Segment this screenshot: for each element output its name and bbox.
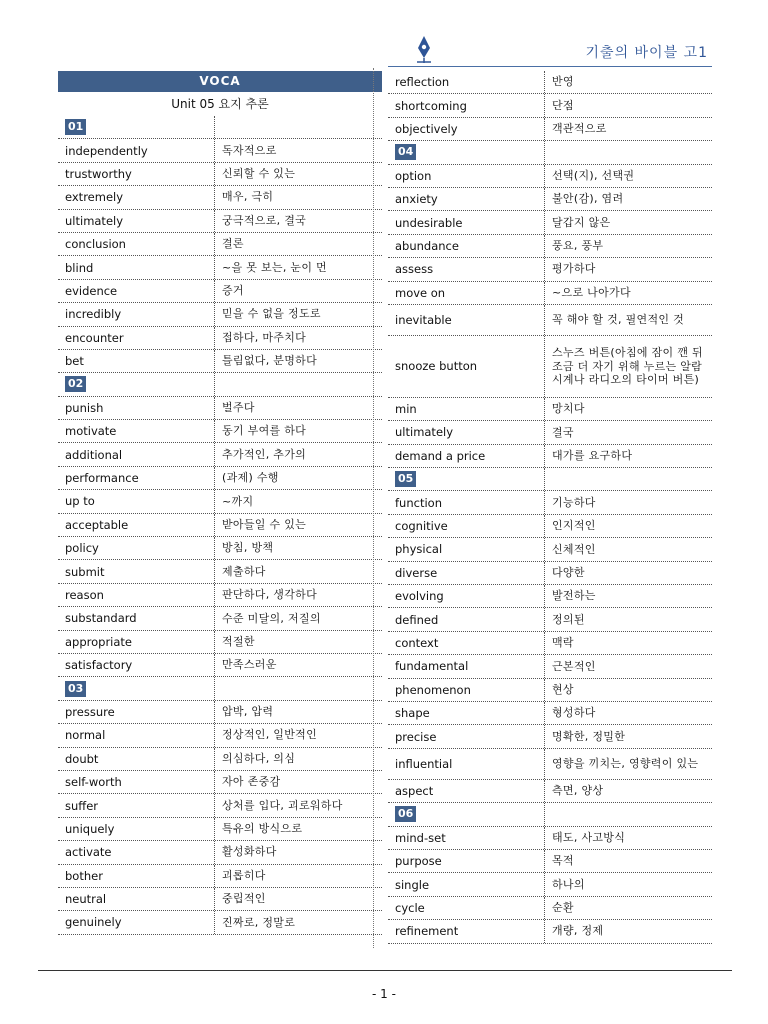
vocab-row [388,282,712,305]
english-word: independently [58,139,215,161]
section-row [58,677,382,700]
english-word: activate [58,841,215,863]
korean-meaning: 꼭 해야 할 것, 필연적인 것 [552,313,685,327]
section-empty-cell [215,677,382,699]
vocab-row [58,584,382,607]
english-word: move on [388,282,545,304]
vocab-row [388,850,712,873]
page-number: - 1 - [372,987,396,1001]
korean-meaning: 수준 미달의, 저질의 [222,611,321,625]
korean-meaning: 궁극적으로, 결국 [222,213,307,227]
vocab-row [388,188,712,211]
korean-meaning: 다양한 [552,565,585,579]
korean-meaning: 진짜로, 정말로 [222,915,296,929]
english-word: substandard [58,607,215,629]
korean-meaning: 순환 [552,901,574,915]
english-word: suffer [58,794,215,816]
vocab-row [58,537,382,560]
korean-meaning: 단점 [552,98,574,112]
vocab-row [388,920,712,943]
english-word: snooze button [388,336,545,397]
vocab-row [388,305,712,336]
korean-meaning: 방침, 방책 [222,541,274,555]
english-word: cycle [388,897,545,919]
english-word: additional [58,443,215,465]
english-word: option [388,165,545,187]
korean-meaning: 활성화하다 [222,845,277,859]
english-word: inevitable [388,305,545,335]
korean-meaning: 매우, 극히 [222,190,274,204]
vocab-row [388,398,712,421]
vocab-row [58,724,382,747]
vocab-row [58,865,382,888]
korean-meaning: 객관적으로 [552,122,607,136]
korean-meaning: 접하다, 마주치다 [222,330,307,344]
vocab-row [58,888,382,911]
korean-meaning: 풍요, 풍부 [552,239,604,253]
english-word: encounter [58,327,215,349]
vocab-row [388,679,712,702]
english-word: up to [58,490,215,512]
korean-meaning: 특유의 방식으로 [222,822,303,836]
section-badge: 04 [395,144,416,160]
english-word: function [388,491,545,513]
english-word: appropriate [58,631,215,653]
korean-meaning: 형성하다 [552,706,596,720]
right-vocab-table [388,71,712,944]
vocab-row [58,303,382,326]
section-badge: 01 [65,119,86,135]
english-word: neutral [58,888,215,910]
korean-meaning: 결론 [222,237,244,251]
vocab-row [388,235,712,258]
vocab-row [388,94,712,117]
vocab-row [58,841,382,864]
korean-meaning: 결국 [552,425,574,439]
vocab-row [58,701,382,724]
vocab-row [58,514,382,537]
vocab-row [58,350,382,373]
korean-meaning: 현상 [552,682,574,696]
right-column [388,71,712,944]
section-empty-cell [545,141,712,163]
english-word: precise [388,725,545,747]
vocab-row [58,139,382,162]
english-word: evolving [388,585,545,607]
vocab-row [388,258,712,281]
english-word: aspect [388,780,545,802]
korean-meaning: 측면, 양상 [552,784,604,798]
korean-meaning: 하나의 [552,877,585,891]
korean-meaning: 정상적인, 일반적인 [222,728,318,742]
vocab-row [388,702,712,725]
vocab-row [388,749,712,780]
vocab-row [58,420,382,443]
vocab-row [388,71,712,94]
english-word: shortcoming [388,94,545,116]
english-word: physical [388,538,545,560]
section-row [388,141,712,164]
vocab-row [58,233,382,256]
vocab-row [388,211,712,234]
vocab-row [388,445,712,468]
korean-meaning: ~으로 나아가다 [552,285,631,299]
vocab-row [58,911,382,934]
english-word: pressure [58,701,215,723]
korean-meaning: 압박, 압력 [222,705,274,719]
vocab-row [58,443,382,466]
left-column [58,71,382,935]
korean-meaning: 증거 [222,284,244,298]
section-empty-cell [545,468,712,490]
section-row [58,373,382,396]
english-word: satisfactory [58,654,215,676]
korean-meaning: 인지적인 [552,519,596,533]
english-word: self-worth [58,771,215,793]
vocab-row [58,560,382,583]
english-word: abundance [388,235,545,257]
korean-meaning: 적절한 [222,634,255,648]
english-word: conclusion [58,233,215,255]
korean-meaning: 평가하다 [552,262,596,276]
header-title: 기출의 바이블 고1 [585,45,708,61]
english-word: ultimately [388,421,545,443]
korean-meaning: 벌주다 [222,401,255,414]
korean-meaning: 개량, 정제 [552,924,604,938]
english-word: acceptable [58,514,215,536]
korean-meaning: ~을 못 보는, 눈이 먼 [222,260,327,274]
vocab-row [58,771,382,794]
section-row [388,803,712,826]
vocab-row [58,794,382,817]
english-word: uniquely [58,818,215,840]
korean-meaning: 목적 [552,854,574,868]
section-row [58,116,382,139]
korean-meaning: 발전하는 [552,589,596,603]
vocab-row [58,163,382,186]
english-word: shape [388,702,545,724]
vocab-row [388,336,712,398]
english-word: genuinely [58,911,215,933]
section-row [388,468,712,491]
english-word: assess [388,258,545,280]
vocab-row [388,421,712,444]
korean-meaning: 선택(지), 선택권 [552,168,635,182]
english-word: demand a price [388,445,545,467]
footer-divider [38,970,732,971]
vocab-row [388,165,712,188]
section-empty-cell [215,373,382,395]
korean-meaning: ~까지 [222,494,254,508]
korean-meaning: 믿을 수 없을 정도로 [222,307,321,321]
vocab-row [58,654,382,677]
korean-meaning: 신체적인 [552,542,596,556]
english-word: reflection [388,71,545,93]
korean-meaning: 중립적인 [222,892,266,906]
korean-meaning: 맥락 [552,636,574,650]
korean-meaning: 판단하다, 생각하다 [222,588,318,602]
korean-meaning: 자아 존중감 [222,775,281,789]
english-word: min [388,398,545,420]
korean-meaning: 정의된 [552,612,585,626]
column-divider [373,68,374,948]
korean-meaning: 받아들일 수 있는 [222,517,307,531]
fountain-pen-logo-icon [414,34,434,64]
english-word: normal [58,724,215,746]
korean-meaning: 망치다 [552,402,585,416]
vocab-row [58,748,382,771]
korean-meaning: (과제) 수행 [222,471,279,485]
korean-meaning: 대가를 요구하다 [552,449,633,462]
korean-meaning: 동기 부여를 하다 [222,424,307,438]
english-word: anxiety [388,188,545,210]
vocab-row [58,490,382,513]
english-word: undesirable [388,211,545,233]
section-empty-cell [215,116,382,138]
english-word: blind [58,256,215,278]
korean-meaning: 명확한, 정밀한 [552,729,626,743]
vocab-row [388,585,712,608]
korean-meaning: 기능하다 [552,495,596,509]
page-header [388,34,712,67]
korean-meaning: 영향을 끼치는, 영향력이 있는 [552,756,699,770]
vocab-row [388,491,712,514]
korean-meaning: 근본적인 [552,659,596,673]
vocab-row [388,655,712,678]
section-badge: 06 [395,806,416,822]
korean-meaning: 독자적으로 [222,143,277,157]
english-word: extremely [58,186,215,208]
vocab-row [58,631,382,654]
english-word: doubt [58,748,215,770]
korean-meaning: 틀림없다, 분명하다 [222,354,318,368]
unit-title: Unit 05 요지 추론 [171,97,269,111]
vocab-row [388,118,712,141]
english-word: bet [58,350,215,372]
korean-meaning: 불안(감), 염려 [552,192,624,206]
vocab-row [58,256,382,279]
korean-meaning: 괴롭히다 [222,868,266,882]
english-word: refinement [388,920,545,942]
english-word: trustworthy [58,163,215,185]
english-word: punish [58,397,215,419]
vocab-row [58,210,382,233]
vocab-row [388,515,712,538]
vocab-row [388,632,712,655]
english-word: mind-set [388,827,545,849]
korean-meaning: 만족스러운 [222,658,277,672]
english-word: fundamental [388,655,545,677]
vocab-row [388,608,712,631]
english-word: submit [58,560,215,582]
english-word: defined [388,608,545,630]
korean-meaning: 달갑지 않은 [552,215,611,229]
korean-meaning: 의심하다, 의심 [222,751,296,765]
vocab-row [388,827,712,850]
english-word: bother [58,865,215,887]
english-word: performance [58,467,215,489]
english-word: objectively [388,118,545,140]
korean-meaning: 태도, 사고방식 [552,830,626,844]
english-word: context [388,632,545,654]
english-word: incredibly [58,303,215,325]
korean-meaning: 추가적인, 추가의 [222,447,307,461]
english-word: single [388,873,545,895]
vocab-row [58,397,382,420]
voca-title-bar: VOCA [58,71,382,92]
english-word: motivate [58,420,215,442]
english-word: ultimately [58,210,215,232]
korean-meaning: 제출하다 [222,564,266,578]
section-badge: 05 [395,471,416,487]
vocab-row [388,897,712,920]
english-word: diverse [388,562,545,584]
korean-meaning: 스누즈 버튼(아침에 잠이 깬 뒤 조금 더 자기 위해 누르는 알람시계나 라디오의 타이머 버튼) [552,345,703,387]
vocab-row [388,873,712,896]
vocab-row [58,467,382,490]
english-word: phenomenon [388,679,545,701]
english-word: policy [58,537,215,559]
vocab-row [58,280,382,303]
english-word: evidence [58,280,215,302]
vocab-row [58,327,382,350]
vocab-row [58,607,382,630]
vocab-row [58,186,382,209]
korean-meaning: 신뢰할 수 있는 [222,167,296,181]
english-word: purpose [388,850,545,872]
section-empty-cell [545,803,712,825]
english-word: reason [58,584,215,606]
vocab-row [388,538,712,561]
section-badge: 03 [65,681,86,697]
english-word: influential [388,749,545,779]
section-badge: 02 [65,376,86,392]
vocab-row [388,562,712,585]
vocab-row [388,725,712,748]
left-vocab-table [58,116,382,935]
korean-meaning: 상처를 입다, 괴로워하다 [222,798,343,812]
english-word: cognitive [388,515,545,537]
vocab-row [58,818,382,841]
korean-meaning: 반영 [552,75,574,89]
vocab-row [388,780,712,803]
